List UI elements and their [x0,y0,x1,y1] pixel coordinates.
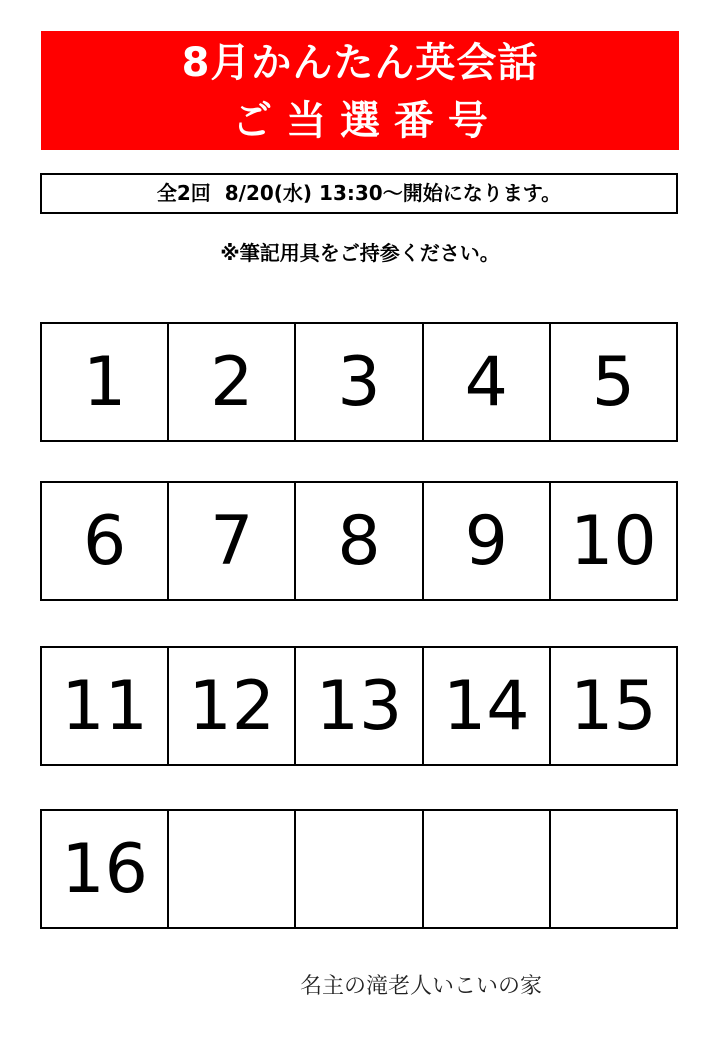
title-subtitle: ご 当 選 番 号 [232,98,488,144]
number-row-1 [40,322,678,442]
winning-number-cell: 6 [42,483,169,599]
winning-number-cell: 2 [169,324,296,440]
winning-number-cell: 4 [424,324,551,440]
winning-number-cell: 10 [570,501,657,581]
empty-cell [424,811,551,927]
winning-number-cell: 1 [42,324,169,440]
empty-cell [169,811,296,927]
schedule-box: 全2回 8/20(水) 13:30～開始になります。 [40,173,678,214]
winning-number-cell: 3 [296,324,423,440]
winning-number-cell: 7 [169,483,296,599]
empty-cell [296,811,423,927]
number-row-3 [40,646,678,766]
winning-number-cell: 13 [296,648,423,764]
title-main: 8月かんたん英会話 [181,40,539,86]
empty-cell [551,811,676,927]
title-banner [41,31,679,150]
winning-number-cell: 8 [296,483,423,599]
organizer-name: 名主の滝老人いこいの家 [300,974,543,999]
winning-number-cell: 16 [42,811,169,927]
winning-number-cell: 14 [424,648,551,764]
winning-number-cell: 11 [42,648,169,764]
number-row-2 [40,481,678,601]
winning-number-cell: 12 [169,648,296,764]
winning-number-cell: 15 [570,666,657,746]
supplies-note: ※筆記用具をご持参ください。 [220,241,500,265]
winning-number-cell: 9 [424,483,551,599]
winning-number-cell: 5 [591,342,636,422]
number-row-4 [40,809,678,929]
